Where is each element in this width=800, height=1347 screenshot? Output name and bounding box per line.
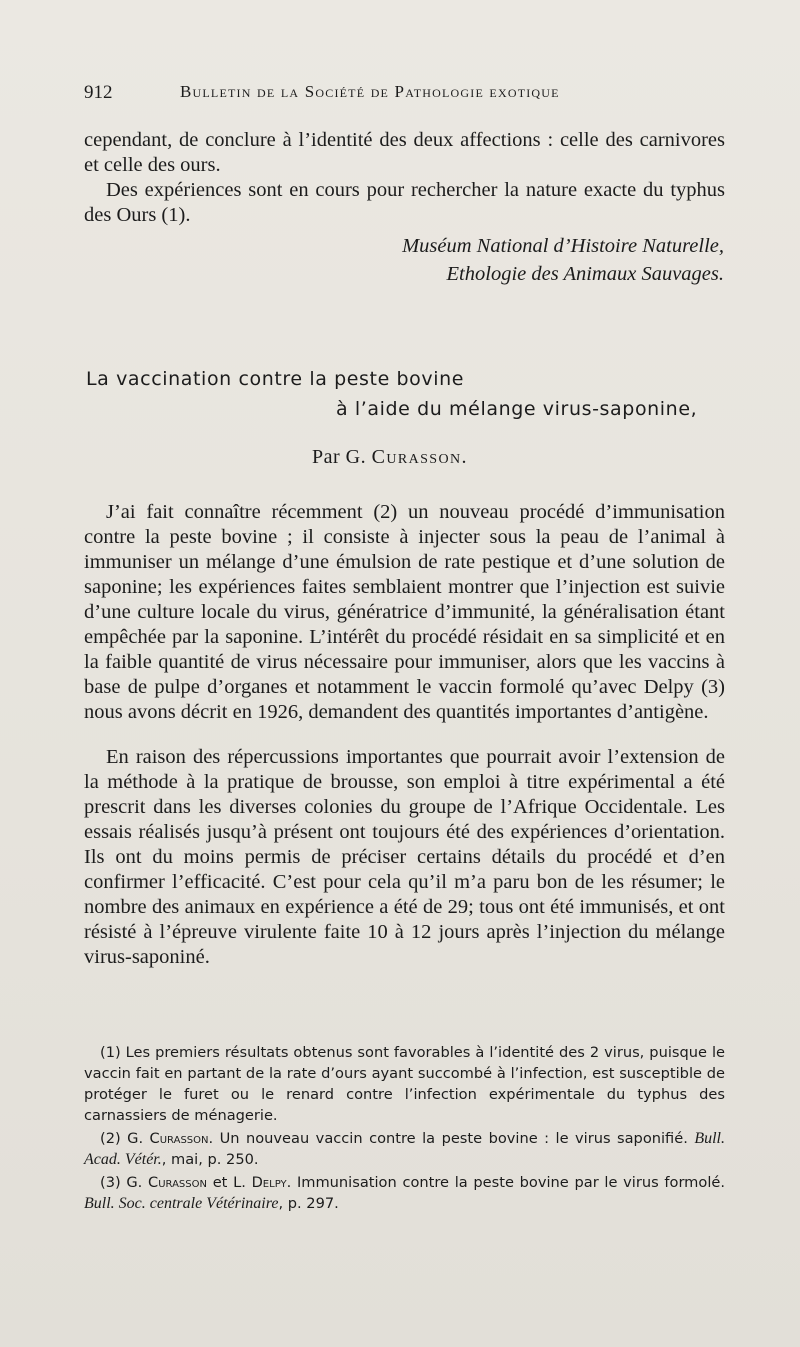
- footnote-1: (1) Les premiers résultats obtenus sont favorables à l’identité des 2 virus, puisque le vaccin fait en partant de la rate d’ours ayant succombé à l’infection, est susceptible de protéger le furet ou le renard contre l’infection expérimentale du typhus des carnassiers de ménagerie.: [84, 1044, 725, 1124]
- continuation-paragraph: cependant, de conclure à l’identité des deux affections : celle des carnivores et celle des ours.: [84, 129, 725, 176]
- footnotes: [84, 1042, 725, 1216]
- footnote-2: [84, 1128, 725, 1170]
- footnote-2-author: Curasson: [149, 1130, 209, 1147]
- footnote-3-author-1: Curasson: [148, 1174, 207, 1191]
- footnote-2-citation: , mai, p. 250.: [161, 1151, 259, 1168]
- footnote-3-number: (3) G.: [100, 1174, 143, 1191]
- affiliation-line-2: Ethologie des Animaux Sauvages.: [446, 263, 724, 285]
- footnote-2-source: Bull. Acad. Vétér.: [84, 1130, 725, 1168]
- continuation-paragraph-2: Des expériences sont en cours pour rechercher la nature exacte du typhus des Ours (1).: [84, 179, 725, 226]
- footnote-2-number: (2) G.: [100, 1130, 144, 1147]
- article-title-line-2: à l’aide du mélange virus-saponine,: [336, 398, 698, 420]
- byline: [312, 446, 468, 469]
- affiliation-line-1: Muséum National d’Histoire Naturelle,: [402, 235, 724, 257]
- footnote-3: [84, 1172, 725, 1214]
- page-number: 912: [84, 82, 113, 103]
- byline-author: Curasson.: [371, 446, 468, 468]
- body-paragraph-2: En raison des répercussions importantes que pourrait avoir l’extension de la méthode à la pratique de brousse, son emploi à titre expérimental a été prescrit dans les diverses colonies du groupe de l’Afrique Occidentale. Les essais réalisés jusqu’à présent ont toujours été des expériences d’orientation. Ils ont du moins permis de préciser certains détails du procédé et d’en confirmer l’efficacité. C’est pour cela qu’il m’a paru bon de les résumer; le nombre des animaux en expérience a été de 29; tous ont été immunisés, et ont résisté à l’épreuve virulente faite 10 à 12 jours après l’injection du mélange virus-saponiné.: [84, 746, 725, 968]
- footnote-2-title: . Un nouveau vaccin contre la peste bovine : le virus saponifié.: [208, 1130, 688, 1147]
- body-paragraph-1: J’ai fait connaître récemment (2) un nouveau procédé d’immunisation contre la peste bovine ; il consiste à injecter sous la peau de l’animal à immuniser un mélange d’une émulsion de rate pestique et d’une solution de saponine; les expériences faites semblaient montrer que l’injection est suivie d’une culture locale du virus, génératrice d’immunité, la généralisation étant empêchée par la saponine. L’intérêt du procédé résidait en sa simplicité et en la faible quantité de virus nécessaire pour immuniser, alors que les vaccins à base de pulpe d’organes et notamment le vaccin formolé qu’avec Delpy (3) nous avons décrit en 1926, demandent des quantités importantes d’antigène.: [84, 501, 725, 723]
- article-title-line-1: La vaccination contre la peste bovine: [86, 368, 465, 390]
- page-header: [84, 82, 724, 112]
- footnote-3-author-2: Delpy: [251, 1174, 287, 1191]
- footnote-3-source: Bull. Soc. centrale Vétérinaire: [84, 1195, 279, 1212]
- byline-prefix: Par G.: [312, 446, 367, 468]
- footnote-3-citation: , p. 297.: [278, 1195, 339, 1212]
- footnote-3-conjunction: et L.: [212, 1174, 246, 1191]
- running-title: Bulletin de la Société de Pathologie exotique: [180, 82, 560, 101]
- footnote-3-title: . Immunisation contre la peste bovine par le virus formolé.: [286, 1174, 725, 1191]
